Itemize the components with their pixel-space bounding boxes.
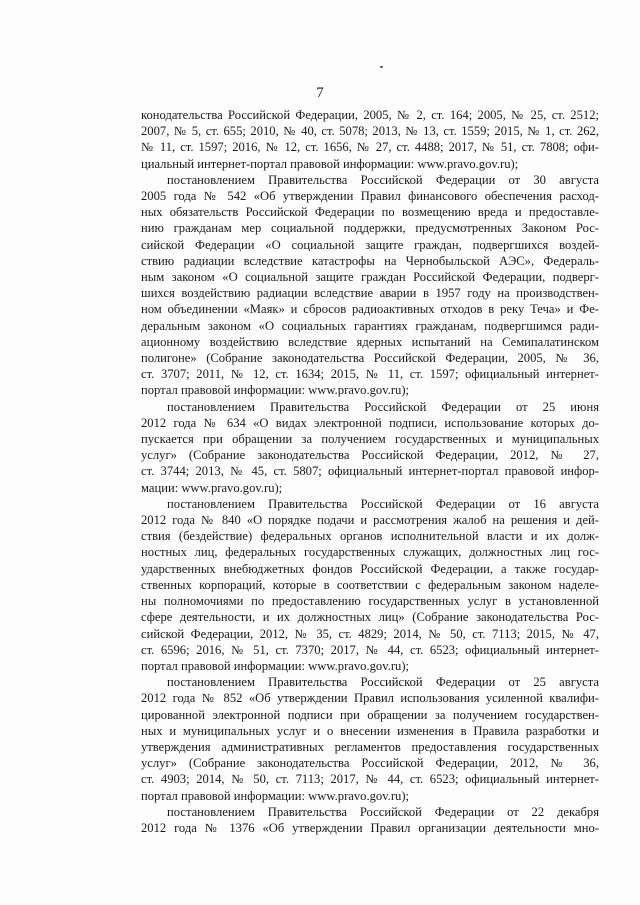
- text-line: ст. 6596; 2016, № 51, ст. 7370; 2017, № 44, ст. 6523; официальный интернет-: [141, 642, 599, 657]
- text-line: 2012 года № 634 «О видах электронной подписи, использование которых до-: [141, 415, 599, 430]
- text-line: ных и муниципальных услуг и о внесении изменения в Правила разработки и: [141, 723, 599, 738]
- text-line: 2012 года № 840 «О порядке подачи и рассмотрения жалоб на решения и дей-: [141, 513, 599, 528]
- text-line: сийской Федерации «О социальной защите граждан, подвергшихся воздей-: [141, 237, 599, 252]
- text-line: конодательства Российской Федерации, 2005, № 2, ст. 164; 2005, № 25, ст. 2512;: [141, 108, 599, 122]
- text-line: шихся воздействию радиации вследствие аварии в 1957 году на производствен-: [141, 286, 599, 301]
- paragraph: [141, 107, 599, 172]
- text-line: ных обязательств Российской Федерации по возмещению вреда и предоставле-: [141, 205, 599, 220]
- text-line: ствию радиации вследствие катастрофы на Чернобыльской АЭС», Федераль-: [141, 253, 599, 268]
- page-number: 7: [316, 85, 324, 101]
- text-line: ны полномочиями по предоставлению государственных услуг в установленной: [141, 594, 599, 609]
- text-line: ст. 3707; 2011, № 12, ст. 1634; 2015, № 11, ст. 1597; официальный интернет-: [141, 367, 599, 382]
- text-line: нию гражданам мер социальной поддержки, предусмотренных Законом Рос-: [141, 221, 599, 236]
- text-line: утверждения административных регламентов предоставления государственных: [141, 739, 599, 754]
- text-line: ствия (бездействие) федеральных органов исполнительной власти и их долж-: [141, 529, 599, 544]
- text-line: услуг» (Собрание законодательства Российской Федерации, 2012, № 27,: [141, 448, 599, 463]
- text-line: ст. 3744; 2013, № 45, ст. 5807; официальный интернет-портал правовой инфор-: [141, 464, 599, 479]
- text-line: циальный интернет-портал правовой информации: www.pravo.gov.ru);: [141, 156, 519, 171]
- text-line: мации: www.pravo.gov.ru);: [141, 480, 283, 495]
- text-line: деральным законом «О социальных гарантиях гражданам, подвергшимся ради-: [141, 318, 599, 333]
- scan-speck: [380, 66, 383, 68]
- text-line: сийской Федерации, 2012, № 35, ст. 4829; 2014, № 50, ст. 7113; 2015, № 47,: [141, 626, 599, 641]
- paragraph: [141, 496, 599, 674]
- text-line: ударственных внебюджетных фондов Российской Федерации, а также государ-: [141, 561, 599, 576]
- text-line: постановлением Правительства Российской Федерации от 25 августа: [167, 675, 599, 690]
- text-line: полигоне» (Собрание законодательства Российской Федерации, 2005, № 36,: [141, 351, 599, 366]
- document-body: [141, 107, 599, 836]
- text-line: услуг» (Собрание законодательства Российской Федерации, 2012, № 36,: [141, 756, 599, 771]
- text-line: ном объединении «Маяк» и сбросов радиоактивных отходов в реку Теча» и Фе-: [141, 302, 599, 317]
- text-line: сфере деятельности, и их должностных лиц» (Собрание законодательства Рос-: [141, 610, 599, 625]
- text-line: постановлением Правительства Российской Федерации от 30 августа: [167, 172, 599, 187]
- text-line: постановлением Правительства Российской Федерации от 25 июня: [167, 399, 599, 414]
- paragraph: [141, 804, 599, 836]
- text-line: пускается при обращении за получением государственных и муниципальных: [141, 432, 599, 447]
- text-line: 2005 года № 542 «Об утверждении Правил финансового обеспечения расход-: [141, 189, 599, 204]
- text-line: портал правовой информации: www.pravo.gov.ru);: [141, 788, 410, 803]
- text-line: 2012 года № 1376 «Об утверждении Правил организации деятельности мно-: [141, 820, 599, 835]
- text-line: постановлением Правительства Российской Федерации от 22 декабря: [167, 804, 599, 819]
- text-line: 2007, № 5, ст. 655; 2010, № 40, ст. 5078; 2013, № 13, ст. 1559; 2015, № 1, ст. 262,: [141, 124, 599, 139]
- text-line: портал правовой информации: www.pravo.gov.ru);: [141, 658, 410, 673]
- text-line: цированной электронной подписи при обращении за получением государствен-: [141, 707, 599, 722]
- text-line: портал правовой информации: www.pravo.gov.ru);: [141, 383, 410, 398]
- text-line: постановлением Правительства Российской Федерации от 16 августа: [167, 496, 599, 511]
- text-line: ственных корпораций, которые в соответствии с федеральным законом наделе-: [141, 577, 599, 592]
- paragraph: [141, 172, 599, 399]
- text-line: № 11, ст. 1597; 2016, № 12, ст. 1656, № 27, ст. 4488; 2017, № 51, ст. 7808; офи-: [141, 140, 599, 155]
- paragraph: [141, 399, 599, 496]
- text-line: ным законом «О социальной защите граждан Российской Федерации, подверг-: [141, 270, 599, 285]
- paragraph: [141, 674, 599, 804]
- text-line: 2012 года № 852 «Об утверждении Правил использования усиленной квалифи-: [141, 691, 599, 706]
- text-line: ст. 4903; 2014, № 50, ст. 7113; 2017, № 44, ст. 6523; официальный интернет-: [141, 772, 599, 787]
- text-line: ационному воздействию вследствие ядерных испытаний на Семипалатинском: [141, 334, 599, 349]
- text-line: ностных лиц, федеральных государственных служащих, должностных лиц гос-: [141, 545, 599, 560]
